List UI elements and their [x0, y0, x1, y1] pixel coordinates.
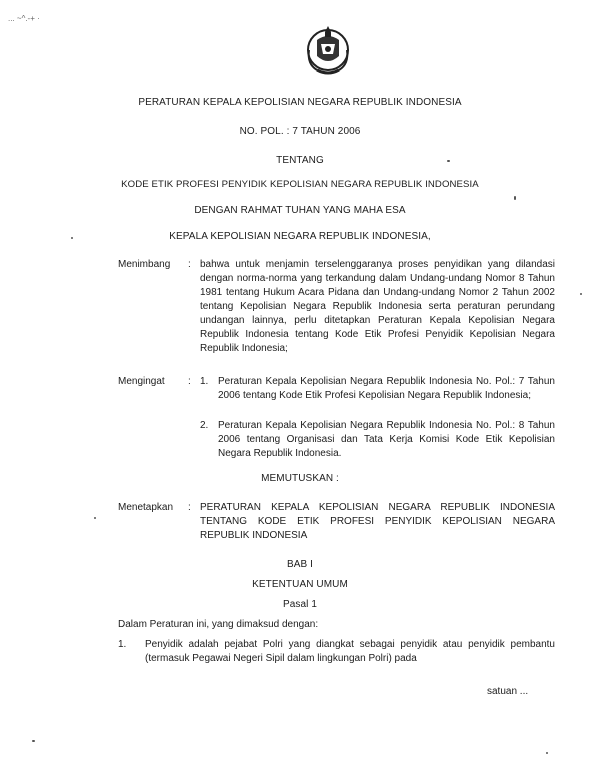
- chapter-number: BAB I: [286, 559, 314, 570]
- regulation-title: PERATURAN KEPALA KEPOLISIAN NEGARA REPUBLIK INDONESIA: [138, 97, 462, 108]
- mengingat-colon: :: [188, 376, 191, 387]
- scan-speck: [94, 517, 96, 519]
- menetapkan-text: PERATURAN KEPALA KEPOLISIAN NEGARA REPUBLIK INDONESIA TENTANG KODE ETIK PROFESI PENYIDIK KEPOLISIAN NEGARA REPUBLIK INDONESIA: [200, 502, 555, 541]
- scan-speck: [580, 293, 582, 295]
- definitions-intro: Dalam Peraturan ini, yang dimaksud dengan:: [118, 619, 319, 630]
- menetapkan-colon: :: [188, 502, 191, 513]
- mengingat-item-2-text: Peraturan Kepala Kepolisian Negara Republik Indonesia No. Pol.: 8 Tahun 2006 tentang Organisasi dan Tata Kerja Komisi Kode Etik Kepolisian Negara Republik Indonesia.: [218, 420, 555, 459]
- article-number: Pasal 1: [282, 599, 318, 610]
- menetapkan-label: Menetapkan: [118, 502, 174, 513]
- memutuskan-heading: MEMUTUSKAN :: [261, 473, 339, 484]
- menimbang-text: bahwa untuk menjamin terselenggaranya proses penyidikan yang dilandasi dengan norma-norma yang terkandung dalam Undang-undang Nomor 8 Tahun 1981 tentang Hukum Acara Pidana dan Undang-undang Nomor 2 Tahun 2002 tentang Kepolisian Negara Republik Indonesia serta peraturan perundang undangan lainnya, perlu ditetapkan Peraturan Kepala Kepolisian Negara Republik Indonesia tentang Kode Etik Profesi Penyidik Kepolisian Negara Republik Indonesia;: [200, 259, 555, 354]
- regulation-number: NO. POL. : 7 TAHUN 2006: [239, 126, 361, 137]
- about-label: TENTANG: [276, 155, 324, 166]
- scan-speck: [32, 740, 35, 742]
- blessing-line: DENGAN RAHMAT TUHAN YANG MAHA ESA: [194, 205, 406, 216]
- mengingat-item-1-text: Peraturan Kepala Kepolisian Negara Republik Indonesia No. Pol.: 7 Tahun 2006 tentang Kode Etik Profesi Kepolisian Negara Republik Indonesia;: [218, 376, 555, 401]
- definition-1-num: 1.: [118, 639, 127, 650]
- police-emblem-icon: [303, 20, 353, 76]
- scan-speck: [546, 752, 548, 754]
- page-continuation: satuan ...: [487, 686, 529, 697]
- corner-scan-mark: ... ~^.-+ ·: [8, 14, 40, 23]
- scan-speck: [514, 196, 516, 200]
- regulation-subject: KODE ETIK PROFESI PENYIDIK KEPOLISIAN NEGARA REPUBLIK INDONESIA: [121, 179, 479, 190]
- menimbang-label: Menimbang: [118, 259, 171, 270]
- mengingat-item-2-num: 2.: [200, 420, 209, 431]
- scan-speck: [447, 160, 450, 162]
- authority-line: KEPALA KEPOLISIAN NEGARA REPUBLIK INDONESIA,: [169, 231, 431, 242]
- mengingat-label: Mengingat: [118, 376, 165, 387]
- scan-speck: [71, 237, 73, 239]
- mengingat-item-1-num: 1.: [200, 376, 209, 387]
- definition-1-text: Penyidik adalah pejabat Polri yang diangkat sebagai penyidik atau penyidik pembantu (termasuk Pegawai Negeri Sipil dalam lingkungan Polri) pada: [145, 639, 555, 664]
- menimbang-colon: :: [188, 259, 191, 270]
- chapter-title: KETENTUAN UMUM: [252, 579, 348, 590]
